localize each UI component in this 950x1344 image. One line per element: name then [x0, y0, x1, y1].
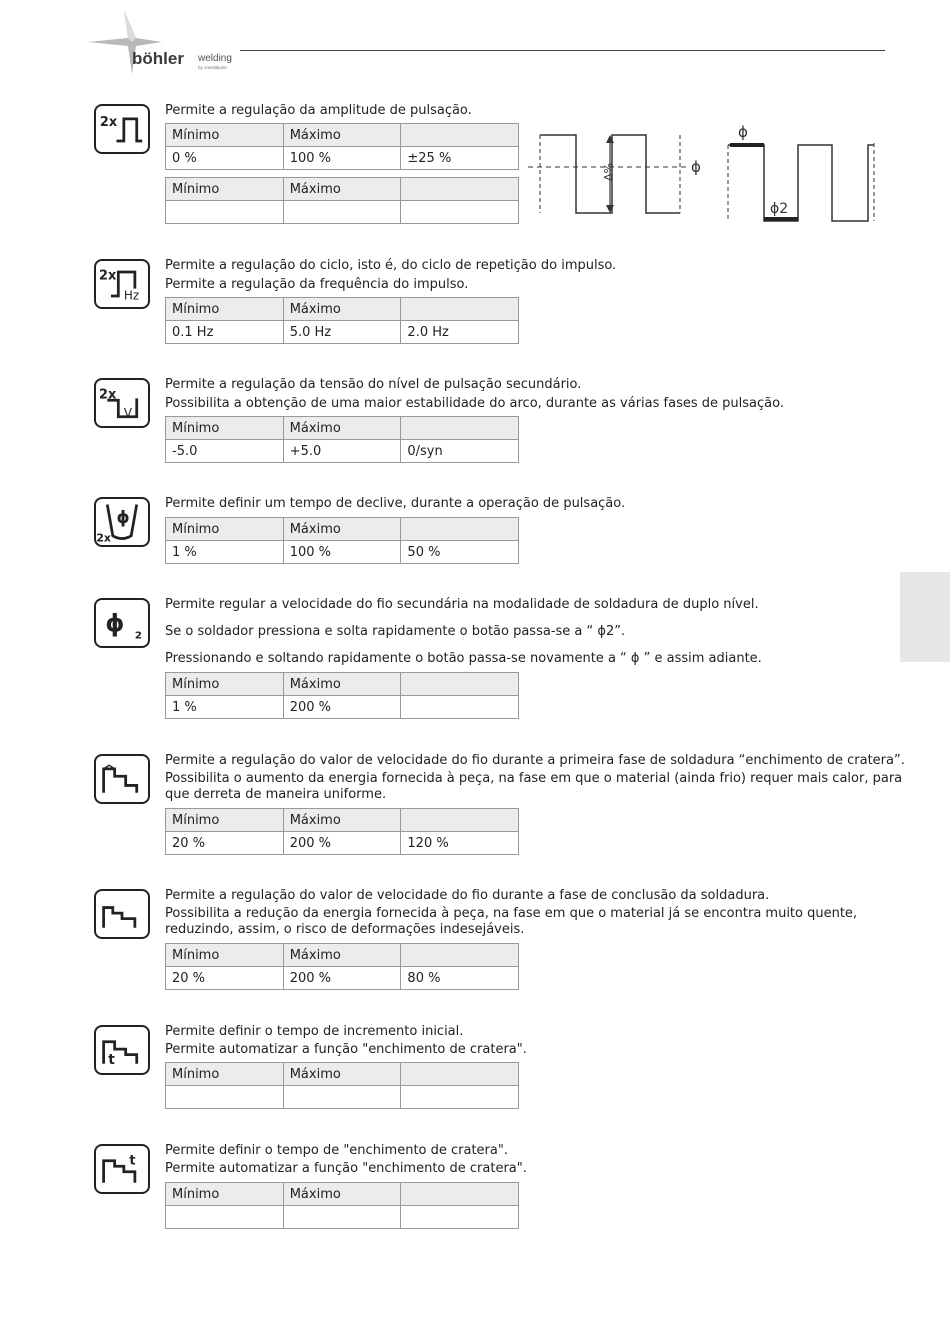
description-line: Se o soldador pressiona e solta rapidamente o botão passa-se a “ ɸ2”. — [165, 624, 626, 639]
svg-text:ɸ: ɸ — [738, 125, 748, 141]
section-9-text — [165, 1143, 527, 1177]
min-header: Mínimo — [166, 944, 284, 967]
parameter-table — [165, 808, 519, 855]
max-value — [283, 201, 401, 224]
max-value: 200 % — [283, 696, 401, 719]
min-value: 20 % — [166, 967, 284, 990]
description-line: Permite definir o tempo de "enchimento de cratera". — [165, 1143, 508, 1158]
svg-text:2x: 2x — [96, 531, 112, 545]
svg-text:t: t — [108, 1051, 115, 1068]
svg-text:ɸ: ɸ — [105, 609, 125, 638]
description-line: Pressionando e soltando rapidamente o botão passa-se novamente a “ ɸ ” e assim adiante. — [165, 651, 762, 666]
max-header: Máximo — [283, 1063, 401, 1086]
svg-text:2x: 2x — [99, 115, 118, 131]
crater-time-icon — [94, 1144, 150, 1194]
description-line: Possibilita a redução da energia fornecida à peça, na fase em que o material já se encontra muito quente, — [165, 906, 858, 921]
description-line: Permite a regulação do valor de velocidade do fio durante a fase de conclusão da soldadura. — [165, 888, 770, 903]
parameter-table — [165, 297, 519, 344]
bohler-welding-logo — [88, 8, 248, 78]
svg-text:ɸ2: ɸ2 — [770, 201, 789, 217]
max-header: Máximo — [283, 124, 401, 147]
description-line: reduzindo, assim, o risco de deformações indesejáveis. — [165, 922, 525, 937]
pulse-amplitude-icon — [94, 104, 150, 154]
svg-text:by voestalpine: by voestalpine — [198, 65, 227, 70]
max-value: 200 % — [283, 832, 401, 855]
max-value — [283, 1206, 401, 1229]
svg-text:Δ%: Δ% — [602, 163, 615, 181]
description-line: que derreta de maneira uniforme. — [165, 787, 387, 802]
min-value: 1 % — [166, 696, 284, 719]
default-header — [401, 809, 519, 832]
max-header: Máximo — [283, 809, 401, 832]
pulse-voltage-icon — [94, 378, 150, 428]
default-header — [401, 1063, 519, 1086]
description-line: Permite automatizar a função "enchimento de cratera". — [165, 1042, 527, 1057]
description-line: Permite a regulação do valor de velocidade do fio durante a primeira fase de soldadura “enchimento de cratera”. — [165, 753, 905, 768]
parameter-table — [165, 177, 519, 224]
max-header: Máximo — [283, 178, 401, 201]
parameter-table — [165, 943, 519, 990]
initial-time-icon — [94, 1025, 150, 1075]
svg-text:V: V — [123, 405, 133, 420]
min-value — [166, 201, 284, 224]
pulse-frequency-icon — [94, 259, 150, 309]
min-header: Mínimo — [166, 1063, 284, 1086]
section-3-text — [165, 377, 784, 412]
max-header: Máximo — [283, 944, 401, 967]
svg-text:böhler: böhler — [132, 49, 184, 68]
section-7-text — [165, 888, 857, 938]
max-value: 5.0 Hz — [283, 321, 401, 344]
min-value: 1 % — [166, 541, 284, 564]
section-5-text — [165, 597, 762, 667]
pulse-slope-icon — [94, 497, 150, 547]
description-line: Permite a regulação da frequência do impulso. — [165, 277, 469, 292]
description-line: Permite a regulação da amplitude de pulsação. — [165, 103, 472, 118]
default-header — [401, 518, 519, 541]
min-header: Mínimo — [166, 673, 284, 696]
default-header — [401, 944, 519, 967]
default-value — [401, 1086, 519, 1109]
section-2-text — [165, 258, 616, 293]
max-header: Máximo — [283, 298, 401, 321]
description-line: Possibilita a obtenção de uma maior estabilidade do arco, durante as várias fases de pulsação. — [165, 396, 784, 411]
default-value: 50 % — [401, 541, 519, 564]
default-header — [401, 1183, 519, 1206]
max-value: 200 % — [283, 967, 401, 990]
default-value — [401, 201, 519, 224]
section-4-text — [165, 496, 625, 512]
default-value — [401, 696, 519, 719]
default-value: ±25 % — [401, 147, 519, 170]
default-header — [401, 673, 519, 696]
max-value: 100 % — [283, 541, 401, 564]
end-speed-icon — [94, 889, 150, 939]
max-header: Máximo — [283, 1183, 401, 1206]
min-header: Mínimo — [166, 518, 284, 541]
description-line: Permite definir um tempo de declive, durante a operação de pulsação. — [165, 496, 626, 511]
max-header: Máximo — [283, 673, 401, 696]
default-value: 80 % — [401, 967, 519, 990]
parameter-table — [165, 123, 519, 170]
description-line: Permite a regulação do ciclo, isto é, do ciclo de repetição do impulso. — [165, 258, 617, 273]
svg-text:t: t — [129, 1153, 136, 1169]
side-tab — [900, 572, 950, 662]
default-value: 2.0 Hz — [401, 321, 519, 344]
parameter-table — [165, 416, 519, 463]
section-1-text — [165, 103, 472, 119]
default-value: 0/syn — [401, 440, 519, 463]
parameter-table — [165, 1062, 519, 1109]
secondary-wire-speed-icon — [94, 598, 150, 648]
min-value: 0.1 Hz — [166, 321, 284, 344]
parameter-table — [165, 1182, 519, 1229]
description-line: Possibilita o aumento da energia fornecida à peça, na fase em que o material (ainda frio) requer mais calor, para — [165, 771, 903, 786]
max-value: 100 % — [283, 147, 401, 170]
pulse-waveform-diagram — [528, 125, 888, 230]
min-value: -5.0 — [166, 440, 284, 463]
default-value: 120 % — [401, 832, 519, 855]
min-header: Mínimo — [166, 1183, 284, 1206]
default-header — [401, 298, 519, 321]
min-value — [166, 1206, 284, 1229]
svg-text:2: 2 — [134, 630, 142, 642]
max-header: Máximo — [283, 417, 401, 440]
svg-text:2x: 2x — [99, 387, 117, 403]
parameter-table — [165, 672, 519, 719]
parameter-table — [165, 517, 519, 564]
description-line: Permite a regulação da tensão do nível de pulsação secundário. — [165, 377, 582, 392]
default-header — [401, 178, 519, 201]
header-rule — [240, 50, 885, 51]
default-value — [401, 1206, 519, 1229]
description-line: Permite regular a velocidade do fio secundária na modalidade de soldadura de duplo nível. — [165, 597, 759, 612]
min-value — [166, 1086, 284, 1109]
svg-text:Hz: Hz — [123, 288, 140, 303]
min-value: 0 % — [166, 147, 284, 170]
svg-text:ɸ: ɸ — [116, 507, 130, 527]
min-header: Mínimo — [166, 178, 284, 201]
min-header: Mínimo — [166, 417, 284, 440]
crater-fill-speed-icon — [94, 754, 150, 804]
section-8-text — [165, 1024, 527, 1058]
min-header: Mínimo — [166, 809, 284, 832]
default-header — [401, 417, 519, 440]
max-value — [283, 1086, 401, 1109]
description-line: Permite definir o tempo de incremento inicial. — [165, 1024, 464, 1039]
max-value: +5.0 — [283, 440, 401, 463]
description-line: Permite automatizar a função "enchimento de cratera". — [165, 1161, 527, 1176]
svg-text:ɸ: ɸ — [691, 158, 701, 176]
min-header: Mínimo — [166, 298, 284, 321]
default-header — [401, 124, 519, 147]
svg-text:2x: 2x — [99, 268, 117, 284]
section-6-text — [165, 753, 905, 803]
min-header: Mínimo — [166, 124, 284, 147]
svg-text:welding: welding — [198, 53, 232, 64]
max-header: Máximo — [283, 518, 401, 541]
min-value: 20 % — [166, 832, 284, 855]
